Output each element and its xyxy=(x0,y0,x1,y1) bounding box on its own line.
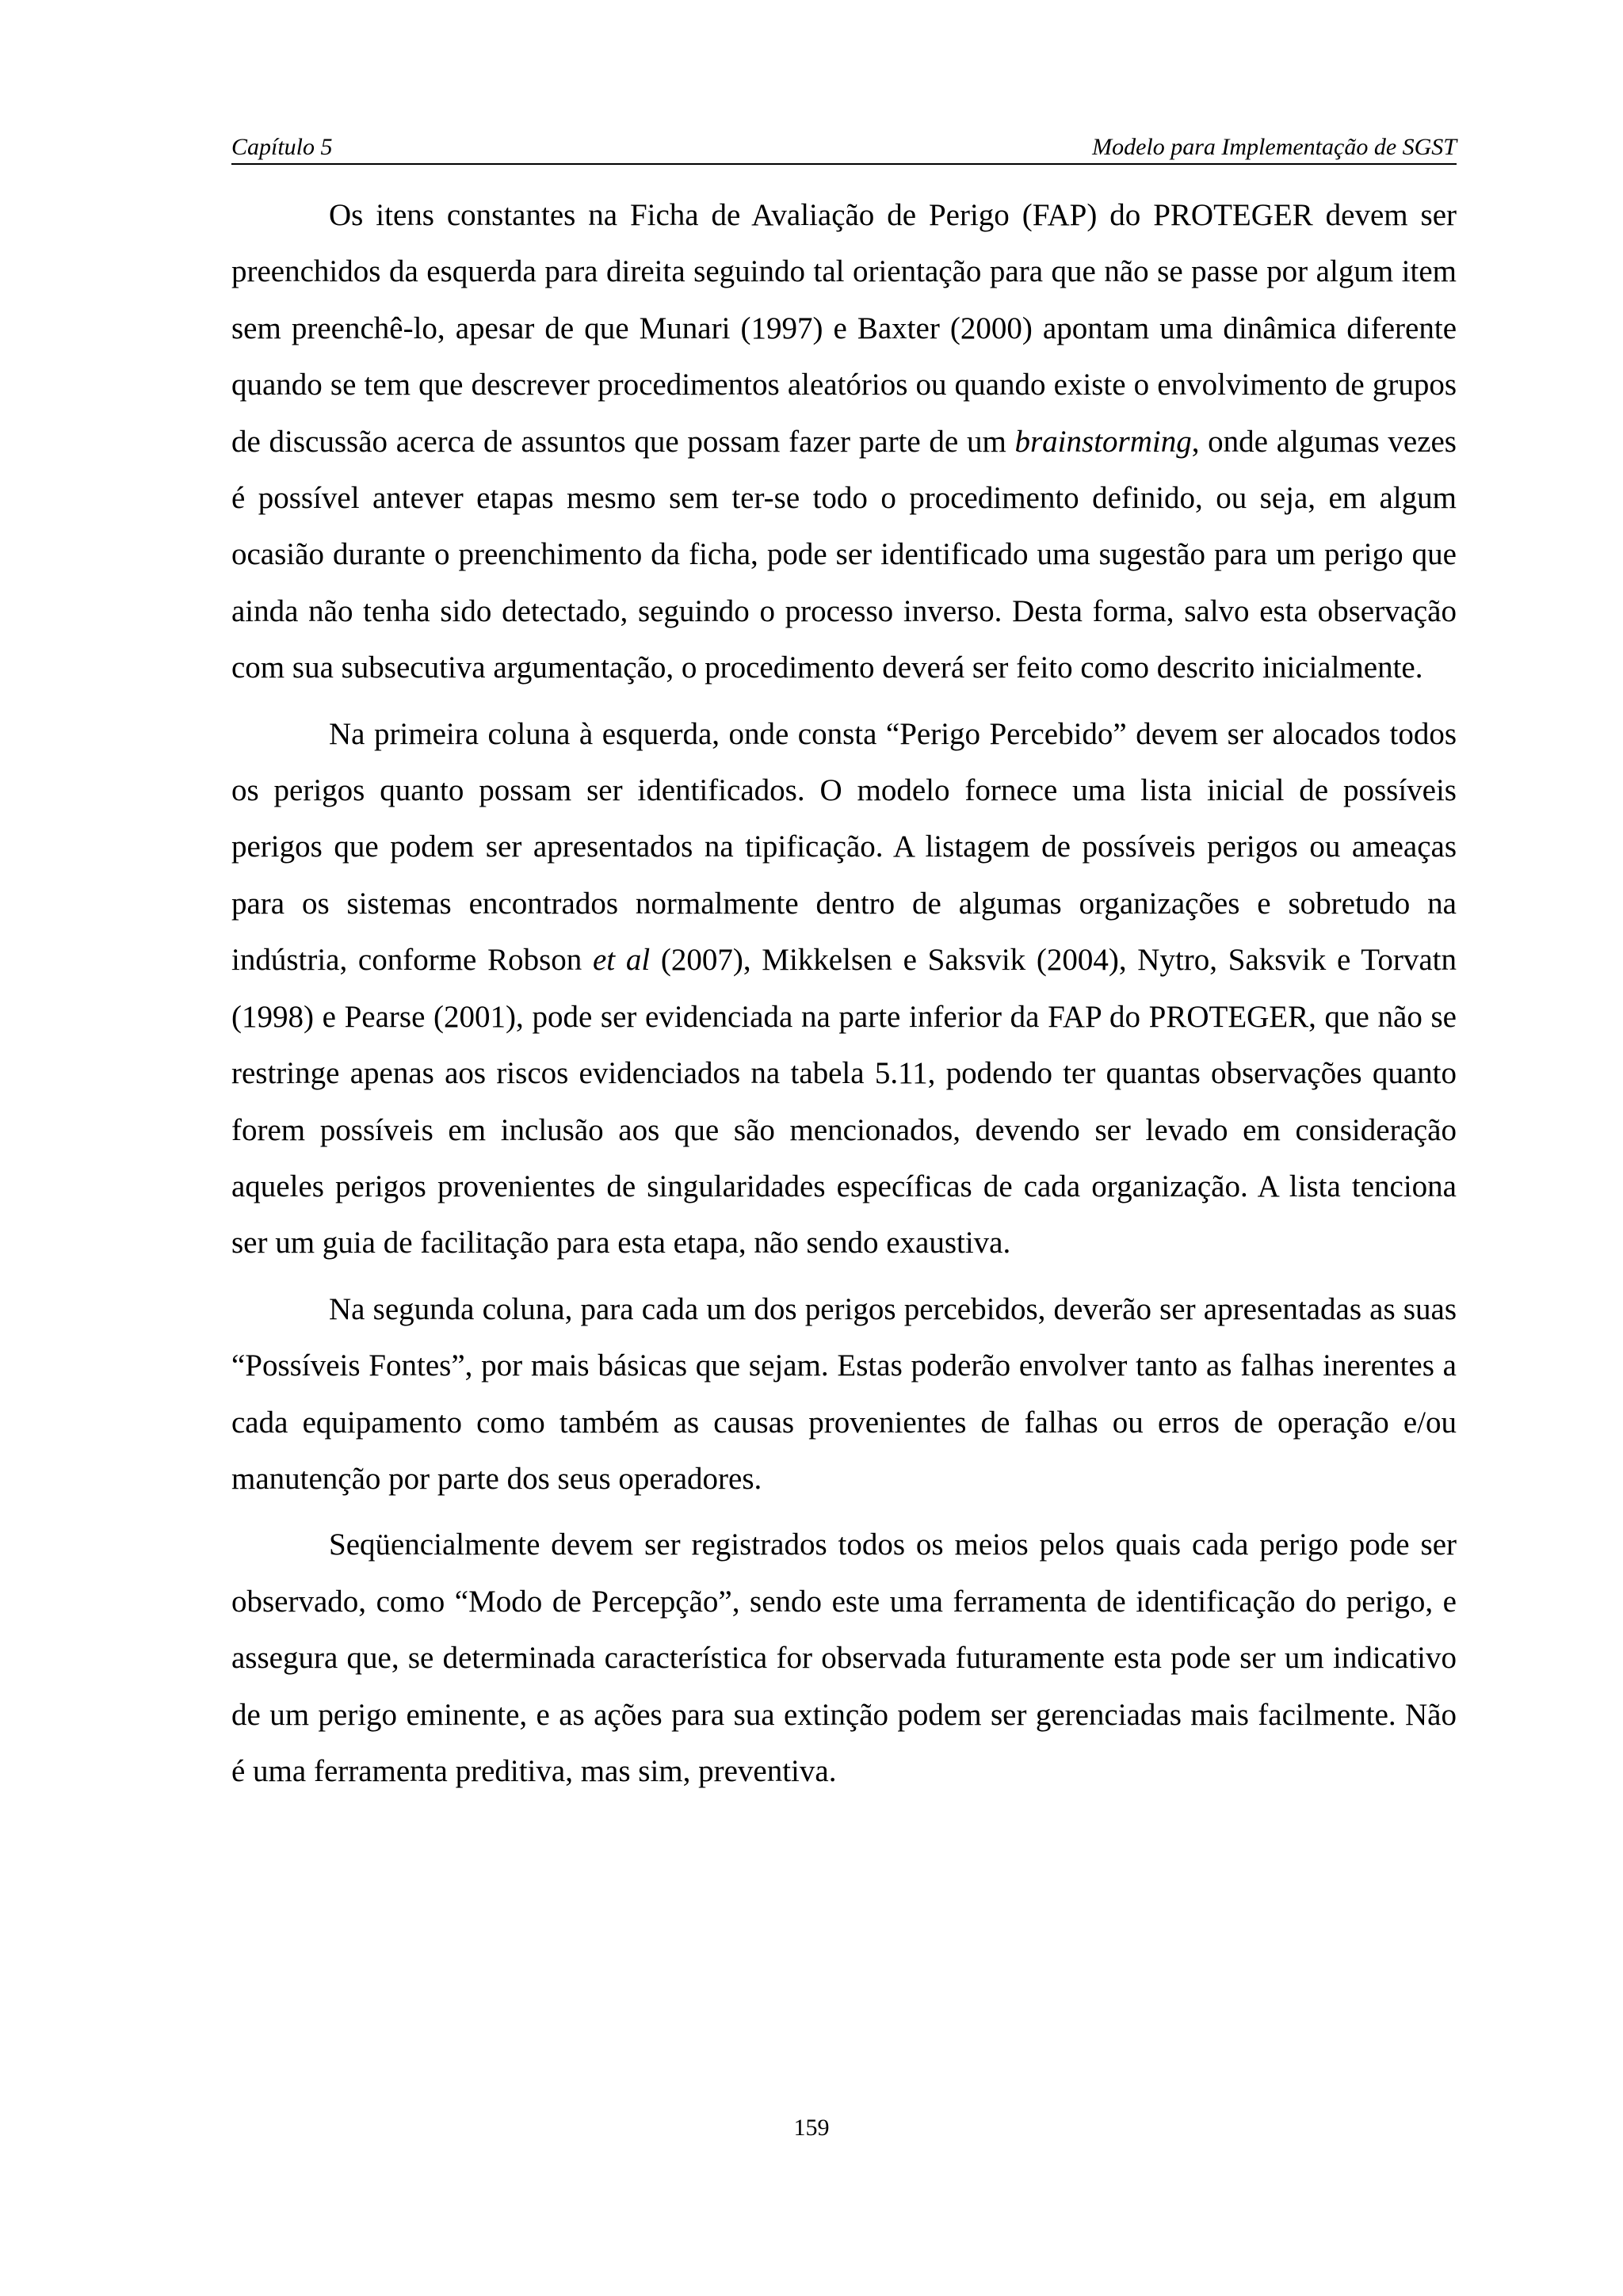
text-segment: Na primeira coluna à esquerda, onde consta “Perigo Percebido” devem ser alocados todos os perigos quanto possam ser identificados. O modelo fornece uma lista inicial de possíveis perigos que podem ser apresentados na tipificação. A listagem de possíveis perigos ou ameaças para os sistemas encontrados normalmente dentro de algumas organizações e sobretudo na indústria, conforme Robson xyxy=(231,716,1457,978)
text-segment: Os itens constantes na Ficha de Avaliação de Perigo (FAP) do PROTEGER devem ser preenchidos da esquerda para direita seguindo tal orientação para que não se passe por algum item sem preenchê-lo, apesar de que Munari (1997) e Baxter (2000) apontam uma dinâmica diferente quando se tem que descrever procedimentos aleatórios ou quando existe o envolvimento de grupos de discussão acerca de assuntos que possam fazer parte de um xyxy=(231,198,1457,459)
italic-term: brainstorming xyxy=(1014,424,1192,459)
text-segment: , onde algumas vezes é possível antever etapas mesmo sem ter-se todo o procedimento definido, ou seja, em algum ocasião durante o preenchimento da ficha, pode ser identificado uma sugestão para um perigo que ainda não tenha sido detectado, seguindo o processo inverso. Desta forma, salvo esta observação com sua subsecutiva argumentação, o procedimento deverá ser feito como descrito inicialmente. xyxy=(231,424,1457,685)
page-number: 159 xyxy=(793,2115,830,2141)
text-segment: Na segunda coluna, para cada um dos perigos percebidos, deverão ser apresentadas as suas “Possíveis Fontes”, por mais básicas que sejam. Estas poderão envolver tanto as falhas inerentes a cada equipamento como também as causas provenientes de falhas ou erros de operação e/ou manutenção por parte dos seus operadores. xyxy=(231,1291,1457,1496)
body-text xyxy=(231,187,1457,1809)
italic-term: et al xyxy=(592,943,651,978)
running-header xyxy=(231,132,1457,165)
paragraph xyxy=(231,1516,1457,1799)
paragraph xyxy=(231,1281,1457,1508)
chapter-label: Capítulo 5 xyxy=(231,134,333,160)
section-title: Modelo para Implementação de SGST xyxy=(1092,134,1457,160)
text-segment: Seqüencialmente devem ser registrados todos os meios pelos quais cada perigo pode ser observado, como “Modo de Percepção”, sendo este uma ferramenta de identificação do perigo, e assegura que, se determinada característica for observada futuramente esta pode ser um indicativo de um perigo eminente, e as ações para sua extinção podem ser gerenciadas mais facilmente. Não é uma ferramenta preditiva, mas sim, preventiva. xyxy=(231,1527,1457,1788)
paragraph xyxy=(231,187,1457,696)
paragraph xyxy=(231,706,1457,1272)
text-segment: (2007), Mikkelsen e Saksvik (2004), Nytro, Saksvik e Torvatn (1998) e Pearse (2001), pode ser evidenciada na parte inferior da FAP do PROTEGER, que não se restringe apenas aos riscos evidenciados na tabela 5.11, podendo ter quantas observações quanto forem possíveis em inclusão aos que são mencionados, devendo ser levado em consideração aqueles perigos provenientes de singularidades específicas de cada organização. A lista tenciona ser um guia de facilitação para esta etapa, não sendo exaustiva. xyxy=(231,943,1457,1261)
